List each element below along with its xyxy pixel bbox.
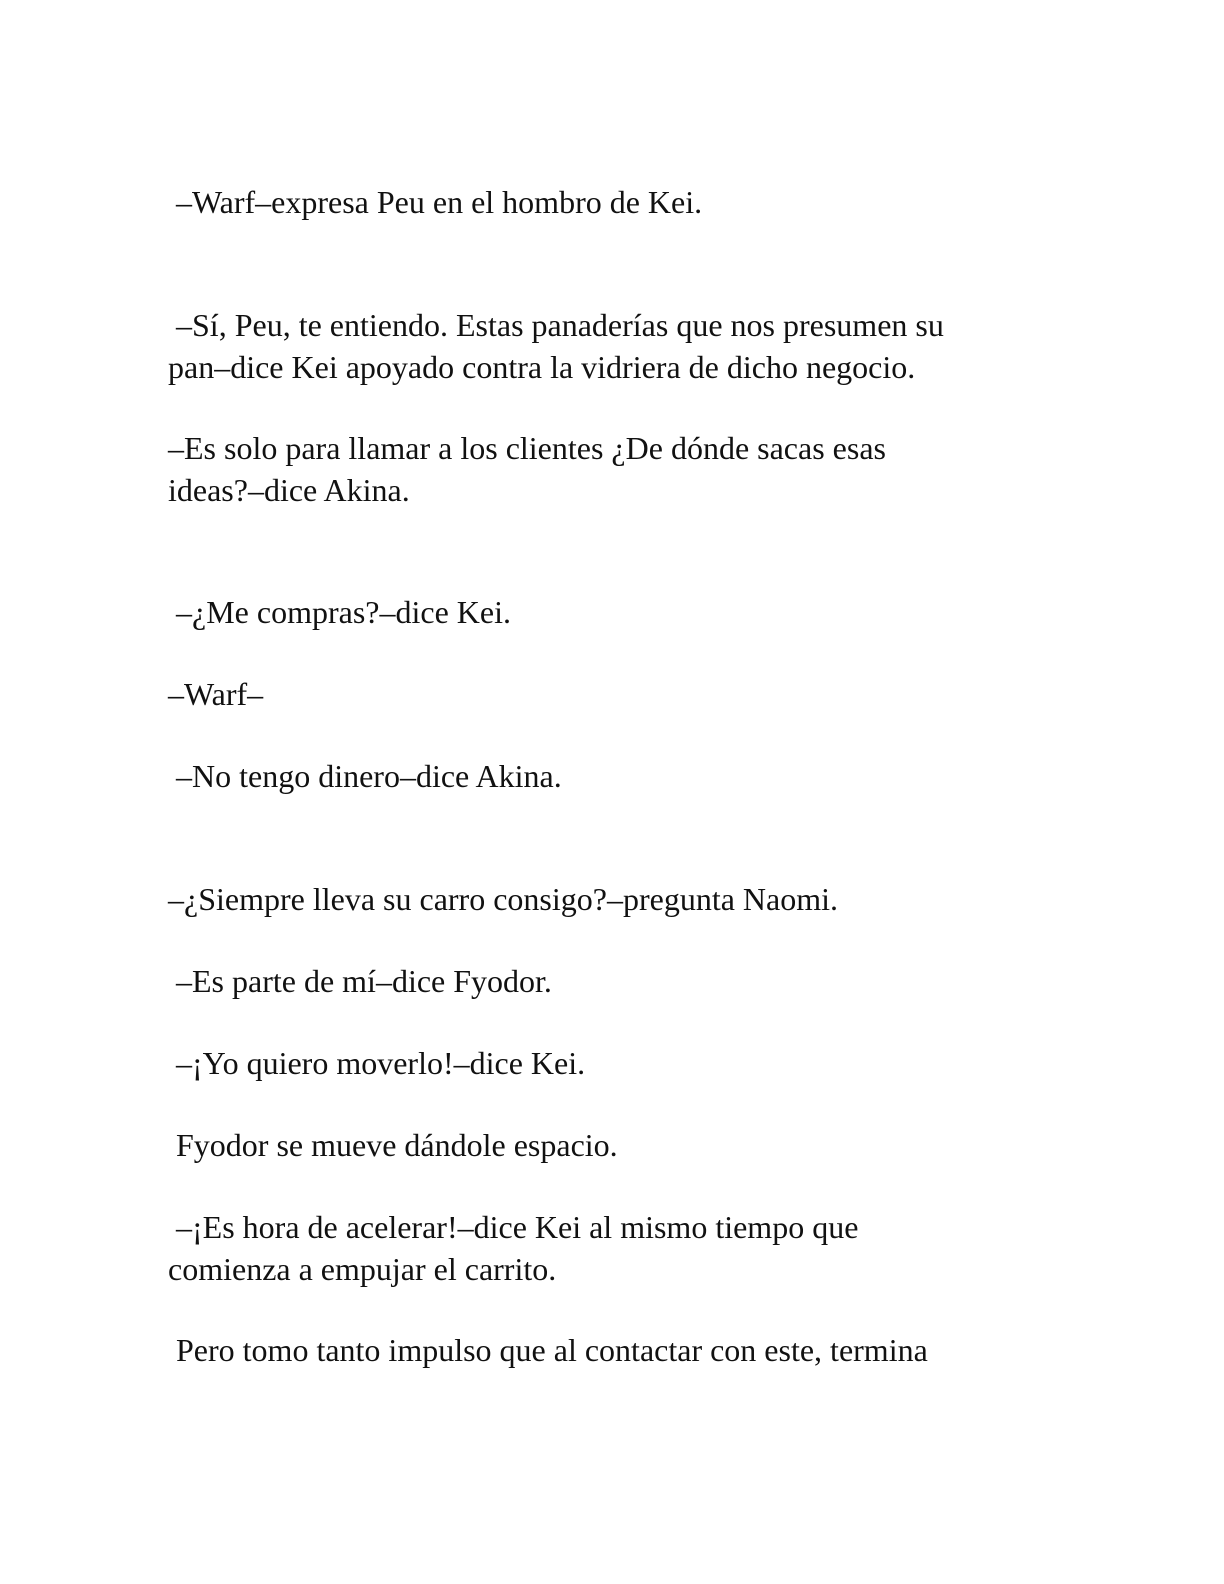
paragraph-8: –Es parte de mí–dice Fyodor. [168, 963, 552, 999]
paragraph-2: –Sí, Peu, te entiendo. Estas panaderías que nos presumen su pan–dice Kei apoyado contra la vidriera de dicho negocio. [168, 307, 944, 385]
paragraph-5: –Warf– [168, 676, 264, 712]
paragraph-7: –¿Siempre lleva su carro consigo?–pregunta Naomi. [168, 881, 838, 917]
paragraph-9: –¡Yo quiero moverlo!–dice Kei. [168, 1045, 586, 1081]
paragraph-10: Fyodor se mueve dándole espacio. [168, 1127, 618, 1163]
paragraph-4: –¿Me compras?–dice Kei. [168, 594, 511, 630]
paragraph-12: Pero tomo tanto impulso que al contactar con este, termina [168, 1332, 928, 1368]
paragraph-6: –No tengo dinero–dice Akina. [168, 758, 562, 794]
paragraph-11: –¡Es hora de acelerar!–dice Kei al mismo tiempo que comienza a empujar el carrito. [168, 1209, 859, 1287]
paragraph-3: –Es solo para llamar a los clientes ¿De dónde sacas esas ideas?–dice Akina. [168, 430, 886, 508]
paragraph-1: –Warf–expresa Peu en el hombro de Kei. [168, 184, 703, 220]
